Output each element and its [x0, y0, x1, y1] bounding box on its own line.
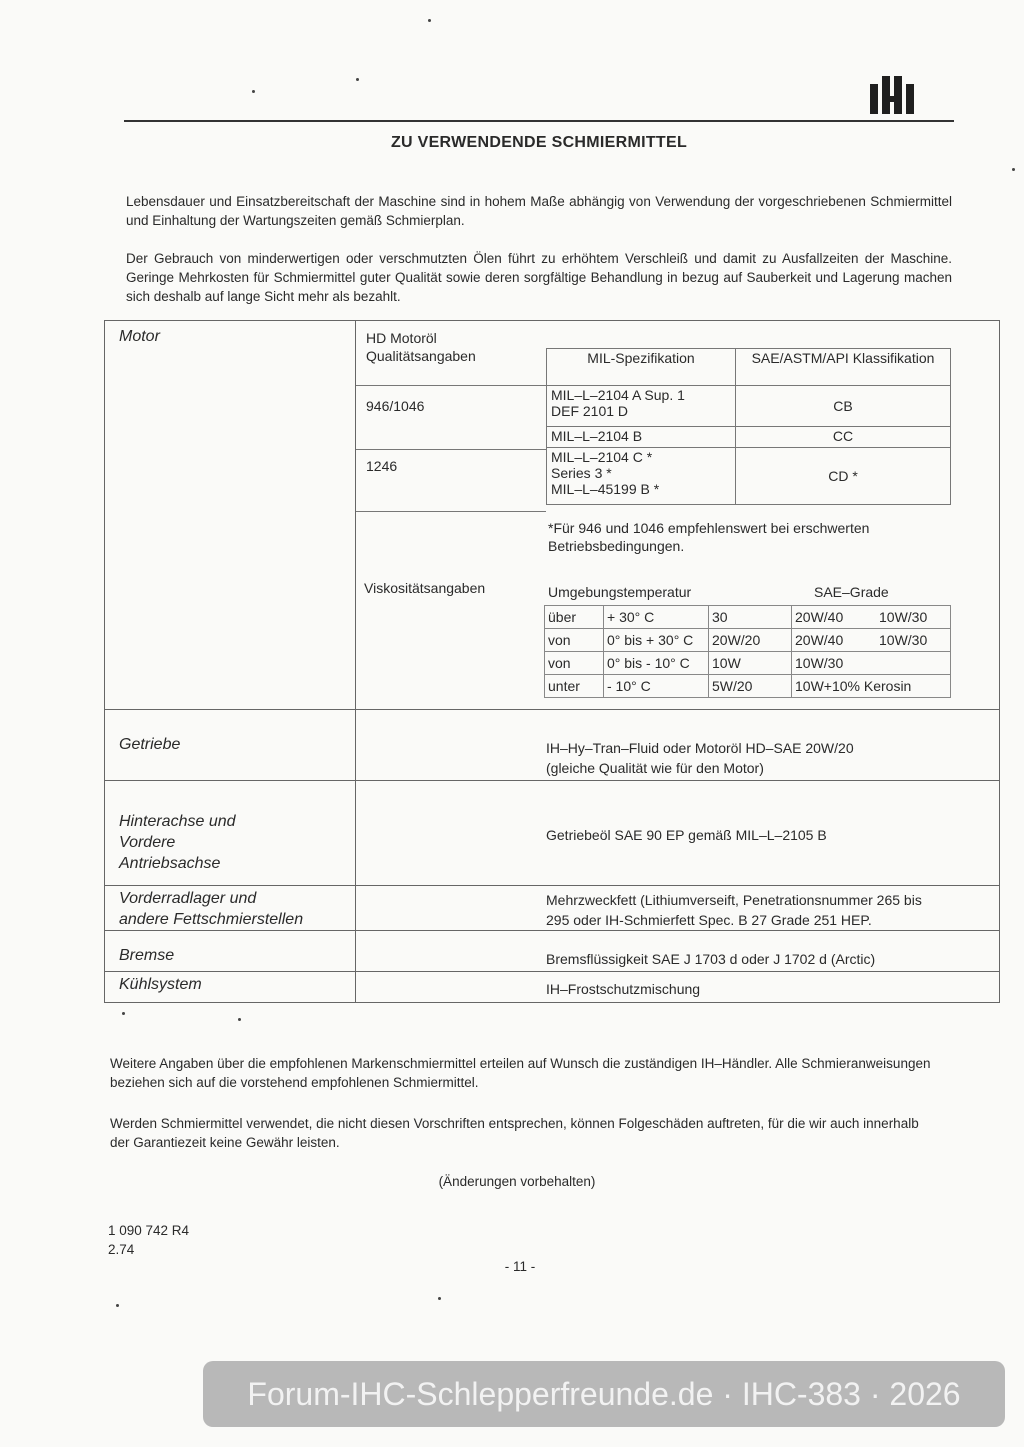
footnote: *Für 946 und 1046 empfehlenswert bei erschwerten Betriebsbedingungen.	[548, 520, 870, 554]
intro-paragraph-1: Lebensdauer und Einsatzbereitschaft der Maschine sind in hohem Maße abhängig von Verwendung der vorgeschriebenen Schmiermittel und Einhaltung der Wartungszeiten gemäß Schmierplan.	[126, 194, 952, 228]
model-946-1046: 946/1046	[366, 398, 425, 414]
kuehlsystem-spec: IH–Frostschutzmischung	[546, 981, 701, 997]
motor-label: Motor	[119, 328, 160, 345]
doc-number: 1 090 742 R4	[108, 1223, 190, 1238]
page-title: ZU VERWENDENDE SCHMIERMITTEL	[390, 134, 688, 151]
model-1246: 1246	[366, 458, 398, 474]
page-number: - 11 -	[504, 1259, 536, 1274]
viscosity-table	[544, 605, 951, 698]
outro-paragraph-2: Werden Schmiermittel verwendet, die nicht diesen Vorschriften entsprechen, können Folgeschäden auftreten, für die wir auch innerhalb der Garantiezeit keine Gewähr leisten.	[110, 1116, 919, 1150]
vorderradlager-spec: Mehrzweckfett (Lithiumverseift, Penetrationsnummer 265 bis	[546, 892, 922, 908]
table-row-motor	[105, 321, 1000, 710]
vorderradlager-label: Vorderradlager und	[119, 890, 257, 907]
bremse-spec: Bremsflüssigkeit SAE J 1703 d oder J 1702 d (Arctic)	[546, 951, 876, 967]
table-row-bremse	[105, 931, 1000, 972]
table-row-hinterachse: Hinterachse und Vordere Antriebsachse Getriebeöl SAE 90 EP gemäß MIL–L–2105 B	[105, 781, 1000, 886]
table-row: von 0° bis + 30° C 20W/20 20W/40 10W/30	[545, 629, 951, 652]
viscosity-label: Viskositätsangaben	[364, 580, 486, 596]
bremse-label: Bremse	[119, 947, 175, 964]
getriebe-spec: IH–Hy–Tran–Fluid oder Motoröl HD–SAE 20W/20	[546, 740, 854, 756]
doc-date: 2.74	[108, 1242, 135, 1257]
quality-label: HD Motoröl Qualitätsangaben	[366, 330, 476, 364]
mil-spec-table	[546, 348, 951, 505]
sae-class-header: SAE/ASTM/API Klassifikation	[736, 349, 951, 386]
intro-paragraph-2: Der Gebrauch von minderwertigen oder verschmutzten Ölen führt zu erhöhtem Verschleiß und damit zu Ausfallzeiten der Maschine. Geringe Mehrkosten für Schmiermittel guter Qualität sowie deren sorgfältige Behandlung in bezug auf Sauberkeit und Lagerung machen sich deshalb auf lange Sicht mehr als bezahlt.	[126, 251, 952, 304]
changes-reserved: (Änderungen vorbehalten)	[438, 1174, 596, 1189]
table-row: von 0° bis - 10° C 10W 10W/30	[545, 652, 951, 675]
header-rule	[124, 120, 954, 122]
table-row-kuehlsystem	[105, 972, 1000, 1003]
table-row: MIL–L–2104 C * Series 3 * MIL–L–45199 B * CD *	[547, 448, 951, 505]
hinterachse-label: Hinterachse und	[119, 813, 236, 830]
outro-paragraph-1: Weitere Angaben über die empfohlenen Markenschmiermittel erteilen auf Wunsch die zuständigen IH–Händler. Alle Schmieranweisungen beziehen sich auf die vorstehend empfohlenen Schmiermittel.	[110, 1056, 931, 1090]
table-row-getriebe	[105, 710, 1000, 781]
table-row: über + 30° C 30 20W/40 10W/30	[545, 606, 951, 629]
kuehlsystem-label: Kühlsystem	[119, 976, 202, 993]
lubricant-table	[104, 320, 1000, 1003]
table-row: MIL–L–2104 B CC	[547, 427, 951, 448]
getriebe-label: Getriebe	[119, 736, 181, 753]
forum-watermark-banner: Forum-IHC-Schlepperfreunde.de · IHC-383 · 2026	[203, 1361, 1005, 1427]
table-row-vorderradlager: Vorderradlager und andere Fettschmierstellen Mehrzweckfett (Lithiumverseift, Penetrationsnummer 265 bis 295 oder IH-Schmierfett Spec. B 27 Grade 251 HEP.	[105, 886, 1000, 931]
hinterachse-spec: Getriebeöl SAE 90 EP gemäß MIL–L–2105 B	[546, 827, 827, 843]
sae-grade-header: SAE–Grade	[814, 584, 889, 600]
mil-spec-header: MIL-Spezifikation	[547, 349, 736, 386]
getriebe-spec-note: (gleiche Qualität wie für den Motor)	[546, 760, 764, 776]
table-row: unter - 10° C 5W/20 10W+10% Kerosin	[545, 675, 951, 698]
ih-logo-icon	[868, 74, 920, 114]
table-row: MIL–L–2104 A Sup. 1 DEF 2101 D CB	[547, 386, 951, 427]
temp-header: Umgebungstemperatur	[548, 584, 692, 600]
